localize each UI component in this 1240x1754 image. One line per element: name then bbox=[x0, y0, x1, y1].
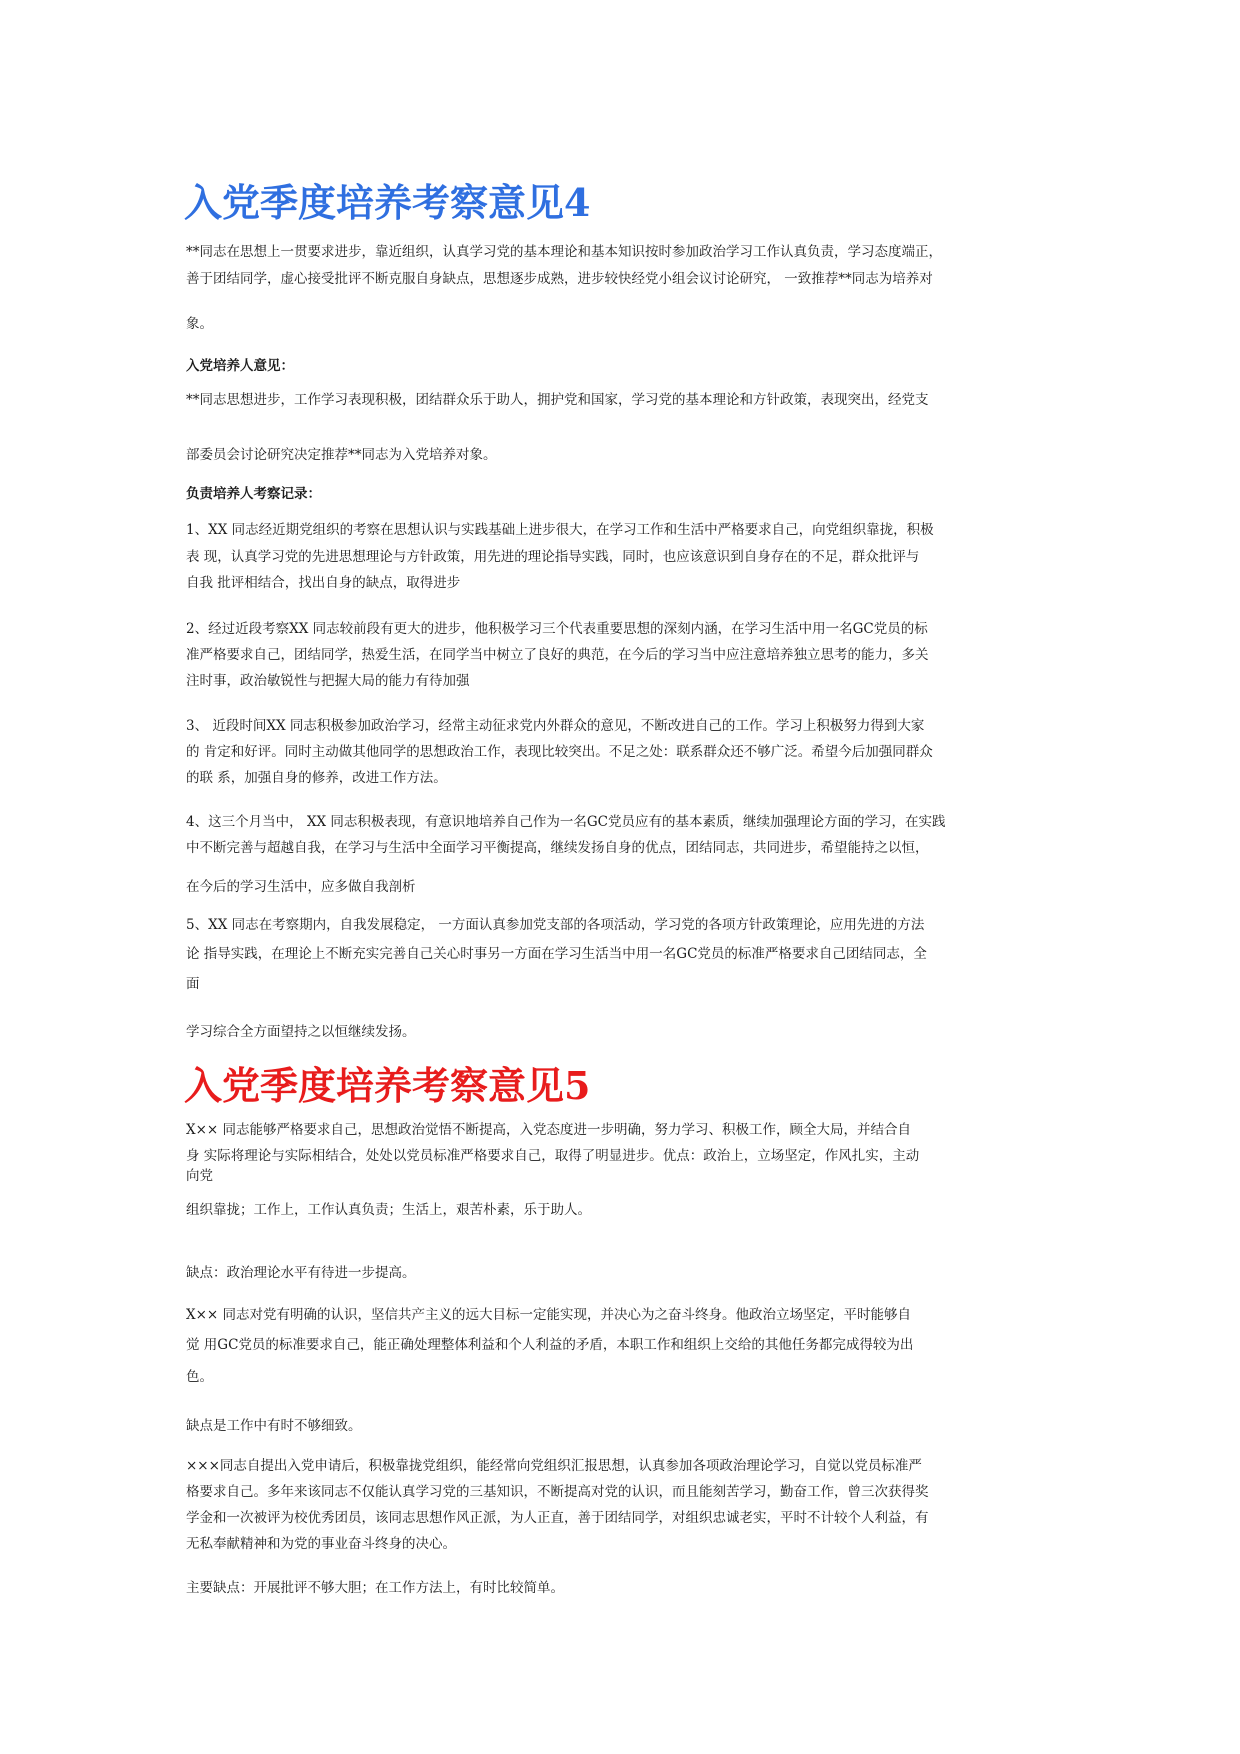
section-5-line: X×× 同志能够严格要求自己，思想政治觉悟不断提高，入党态度进一步明确，努力学习、积极工作，顾全大局，并结合自 bbox=[186, 1122, 912, 1138]
section-5-line: 缺点是工作中有时不够细致。 bbox=[186, 1418, 362, 1434]
section-5-line: 格要求自己。多年来该同志不仅能认真学习党的三基知识，不断提高对党的认识，而且能刻苦学习，勤奋工作，曾三次获得奖 bbox=[186, 1484, 929, 1500]
record-4-line: 中不断完善与超越自我，在学习与生活中全面学习平衡提高，继续发扬自身的优点，团结同志，共同进步，希望能持之以恒， bbox=[186, 840, 929, 856]
record-1-line: 自我 批评相结合，找出自身的缺点，取得进步 bbox=[186, 575, 461, 591]
section-5-line: 缺点：政治理论水平有待进一步提高。 bbox=[186, 1265, 416, 1281]
record-2-line: 2、经过近段考察XX 同志较前段有更大的进步，他积极学习三个代表重要思想的深刻内涵，在学习生活中用一名GC党员的标 bbox=[186, 621, 928, 637]
record-heading: 负责培养人考察记录： bbox=[186, 486, 321, 502]
record-3-line: 的 肯定和好评。同时主动做其他同学的思想政治工作，表现比较突出。不足之处：联系群众还不够广泛。希望今后加强同群众 bbox=[186, 744, 933, 760]
record-3-line: 的联 系，加强自身的修养，改进工作方法。 bbox=[186, 770, 447, 786]
section-5-line: 觉 用GC党员的标准要求自己，能正确处理整体利益和个人利益的矛盾，本职工作和组织上交给的其他任务都完成得较为出 bbox=[186, 1337, 914, 1353]
section-5-line: X×× 同志对党有明确的认识，坚信共产主义的远大目标一定能实现，并决心为之奋斗终身。他政治立场坚定，平时能够自 bbox=[186, 1307, 912, 1323]
record-5-line: 学习综合全方面望持之以恒继续发扬。 bbox=[186, 1024, 416, 1040]
section-5-line: 组织靠拢；工作上，工作认真负责；生活上，艰苦朴素，乐于助人。 bbox=[186, 1202, 591, 1218]
record-1-line: 1、XX 同志经近期党组织的考察在思想认识与实践基础上进步很大，在学习工作和生活中严格要求自己，向党组织靠拢，积极 bbox=[186, 522, 934, 538]
opinion-line: 部委员会讨论研究决定推荐**同志为入党培养对象。 bbox=[186, 447, 497, 463]
section-5-line: 向党 bbox=[186, 1168, 213, 1184]
section-4-title: 入党季度培养考察意见4 bbox=[184, 180, 591, 225]
section-5-line: 色。 bbox=[186, 1369, 213, 1385]
record-2-line: 准严格要求自己，团结同学，热爱生活，在同学当中树立了良好的典范，在今后的学习当中应注意培养独立思考的能力，多关 bbox=[186, 647, 929, 663]
intro-line: **同志在思想上一贯要求进步，靠近组织，认真学习党的基本理论和基本知识按时参加政治学习工作认真负责，学习态度端正， bbox=[186, 244, 942, 260]
record-2-line: 注时事，政治敏锐性与把握大局的能力有待加强 bbox=[186, 673, 470, 689]
section-5-line: 无私奉献精神和为党的事业奋斗终身的决心。 bbox=[186, 1536, 456, 1552]
intro-line: 象。 bbox=[186, 316, 213, 332]
intro-line: 善于团结同学，虚心接受批评不断克服自身缺点，思想逐步成熟，进步较快经党小组会议讨论研究， 一致推荐**同志为培养对 bbox=[186, 271, 933, 287]
section-5-line: 主要缺点：开展批评不够大胆；在工作方法上，有时比较简单。 bbox=[186, 1580, 564, 1596]
section-5-title: 入党季度培养考察意见5 bbox=[184, 1063, 591, 1108]
section-5-line: 学金和一次被评为校优秀团员，该同志思想作风正派，为人正直，善于团结同学，对组织忠诚老实，平时不计较个人利益，有 bbox=[186, 1510, 929, 1526]
record-4-line: 4、这三个月当中， XX 同志积极表现，有意识地培养自己作为一名GC党员应有的基本素质，继续加强理论方面的学习，在实践 bbox=[186, 814, 946, 830]
section-5-line: 身 实际将理论与实际相结合，处处以党员标准严格要求自己，取得了明显进步。优点：政治上，立场坚定，作风扎实，主动 bbox=[186, 1148, 920, 1164]
record-1-line: 表 现，认真学习党的先进思想理论与方针政策，用先进的理论指导实践，同时，也应该意识到自身存在的不足，群众批评与 bbox=[186, 549, 920, 565]
record-5-line: 面 bbox=[186, 976, 200, 992]
record-5-line: 5、XX 同志在考察期内，自我发展稳定， 一方面认真参加党支部的各项活动，学习党的各项方针政策理论，应用先进的方法 bbox=[186, 917, 925, 933]
opinion-heading: 入党培养人意见： bbox=[186, 358, 294, 374]
record-4-line: 在今后的学习生活中，应多做自我剖析 bbox=[186, 879, 416, 895]
section-5-line: ×××同志自提出入党申请后，积极靠拢党组织，能经常向党组织汇报思想，认真参加各项政治理论学习，自觉以党员标准严 bbox=[186, 1458, 922, 1474]
record-5-line: 论 指导实践，在理论上不断充实完善自己关心时事另一方面在学习生活当中用一名GC党员的标准严格要求自己团结同志，全 bbox=[186, 946, 927, 962]
record-3-line: 3、 近段时间XX 同志积极参加政治学习，经常主动征求党内外群众的意见，不断改进自己的工作。学习上积极努力得到大家 bbox=[186, 718, 925, 734]
opinion-line: **同志思想进步，工作学习表现积极，团结群众乐于助人，拥护党和国家，学习党的基本理论和方针政策，表现突出，经党支 bbox=[186, 392, 929, 408]
